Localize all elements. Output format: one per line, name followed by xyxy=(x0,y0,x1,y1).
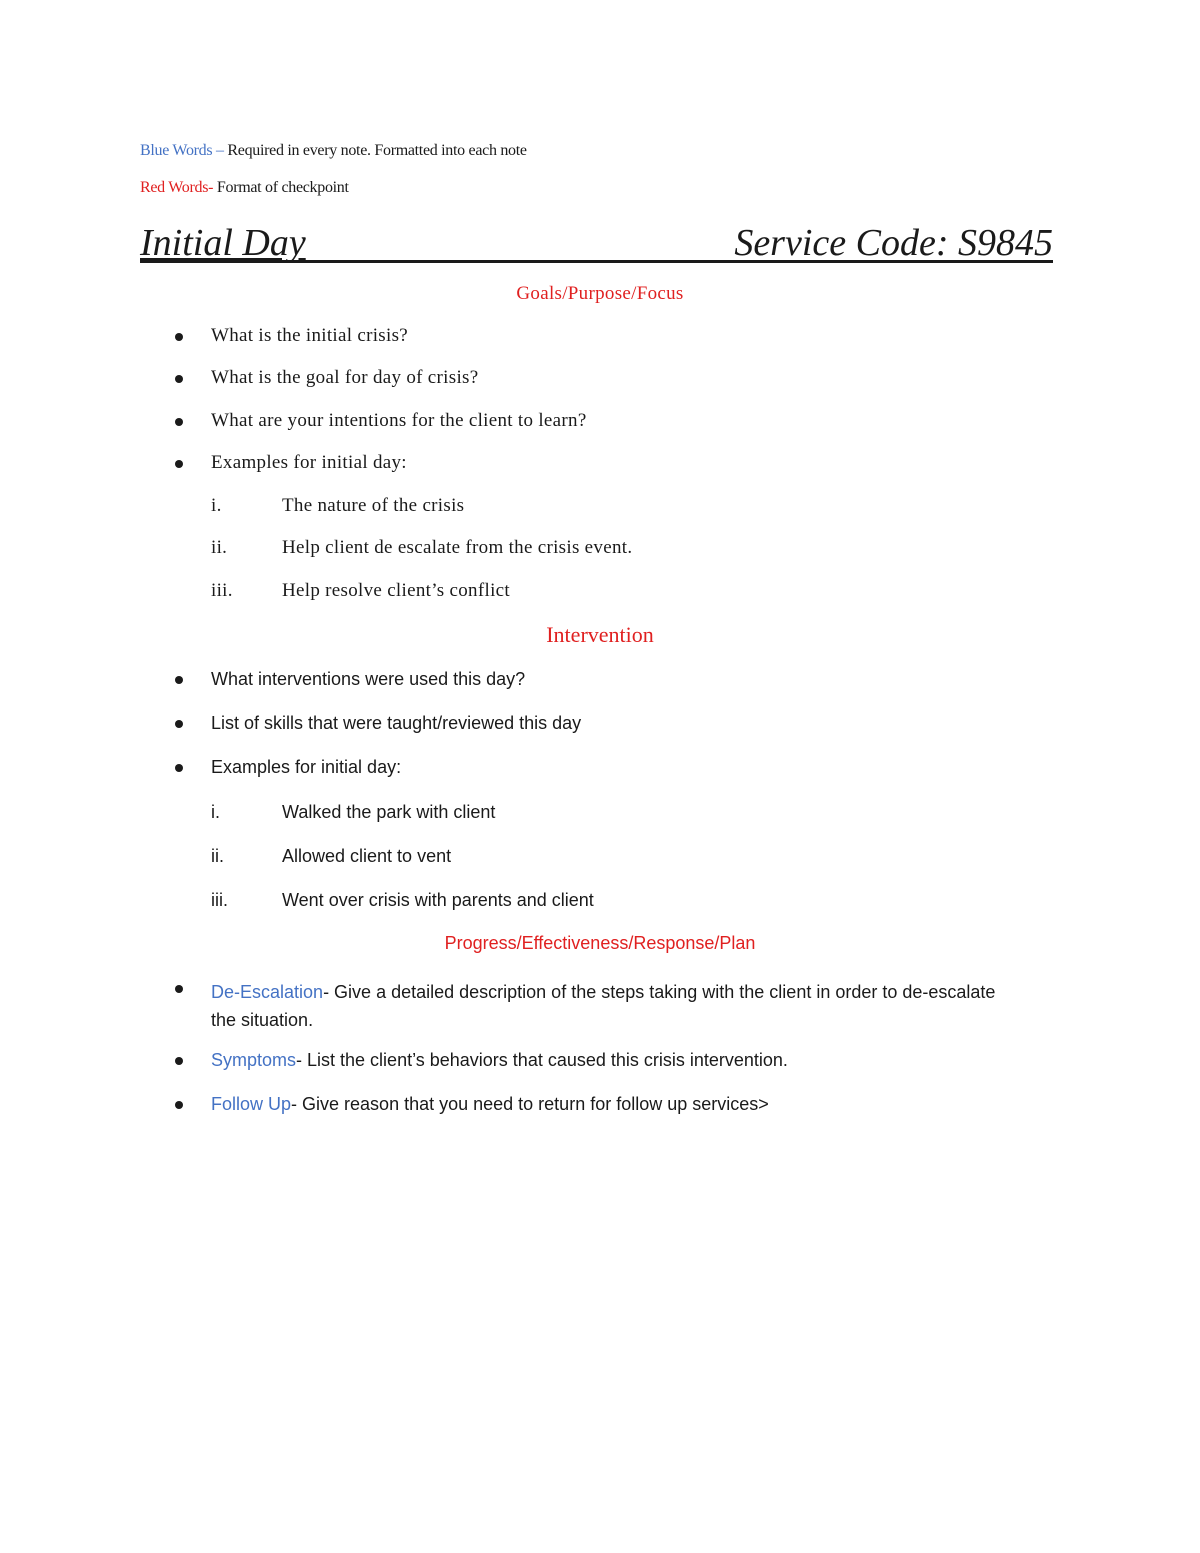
page-title: Initial Day xyxy=(140,222,306,264)
legend-blue-line xyxy=(140,142,527,160)
bullet-icon xyxy=(175,1057,183,1065)
list-item-text: Examples for initial day: xyxy=(211,452,407,473)
progress-description: - Give reason that you need to return for follow up services> xyxy=(291,1094,769,1114)
list-item-text: What interventions were used this day? xyxy=(211,669,526,689)
legend-red-text: Format of checkpoint xyxy=(213,179,349,196)
bullet-icon xyxy=(175,985,183,993)
progress-label: Symptoms xyxy=(211,1050,297,1070)
list-item-text: Examples for initial day: xyxy=(211,757,402,777)
progress-description: - Give a detailed description of the steps taking with the client in order to de-escalate the situation. xyxy=(211,982,996,1030)
example-number: i. xyxy=(211,495,222,516)
goals-heading: Goals/Purpose/Focus xyxy=(516,283,684,304)
bullet-icon xyxy=(175,460,183,468)
example-number: ii. xyxy=(211,846,224,866)
bullet-icon xyxy=(175,764,183,772)
service-code: Service Code: S9845 xyxy=(734,222,1053,264)
legend-red-line xyxy=(140,179,349,197)
progress-label: De-Escalation xyxy=(211,982,324,1002)
example-text: Help client de escalate from the crisis event. xyxy=(282,537,633,558)
legend-blue-text: Required in every note. Formatted into each note xyxy=(223,142,527,159)
list-item-text xyxy=(211,978,1011,1034)
bullet-icon xyxy=(175,375,183,383)
list-item-text: What is the initial crisis? xyxy=(211,325,408,346)
list-item-text: List of skills that were taught/reviewed this day xyxy=(211,713,582,733)
example-text: Help resolve client’s conflict xyxy=(282,580,510,601)
list-item-text: What are your intentions for the client to learn? xyxy=(211,410,587,431)
list-item-text xyxy=(211,1094,769,1115)
legend-red-label: Red Words- xyxy=(140,179,214,196)
bullet-icon xyxy=(175,676,183,684)
bullet-icon xyxy=(175,720,183,728)
bullet-icon xyxy=(175,1101,183,1109)
intervention-heading: Intervention xyxy=(546,622,654,647)
list-item-text xyxy=(211,1050,788,1071)
example-text: Went over crisis with parents and client xyxy=(282,890,594,910)
example-number: i. xyxy=(211,802,220,822)
progress-heading: Progress/Effectiveness/Response/Plan xyxy=(444,933,756,953)
example-text: Allowed client to vent xyxy=(282,846,452,866)
list-item-text: What is the goal for day of crisis? xyxy=(211,367,479,388)
progress-label: Follow Up xyxy=(211,1094,292,1114)
example-text: Walked the park with client xyxy=(282,802,496,822)
bullet-icon xyxy=(175,333,183,341)
example-text: The nature of the crisis xyxy=(282,495,465,516)
legend-blue-label: Blue Words – xyxy=(140,142,224,159)
example-number: ii. xyxy=(211,537,228,558)
bullet-icon xyxy=(175,418,183,426)
page-title-row xyxy=(140,218,1053,263)
progress-description: - List the client’s behaviors that caused this crisis intervention. xyxy=(296,1050,788,1070)
example-number: iii. xyxy=(211,890,228,910)
example-number: iii. xyxy=(211,580,233,601)
